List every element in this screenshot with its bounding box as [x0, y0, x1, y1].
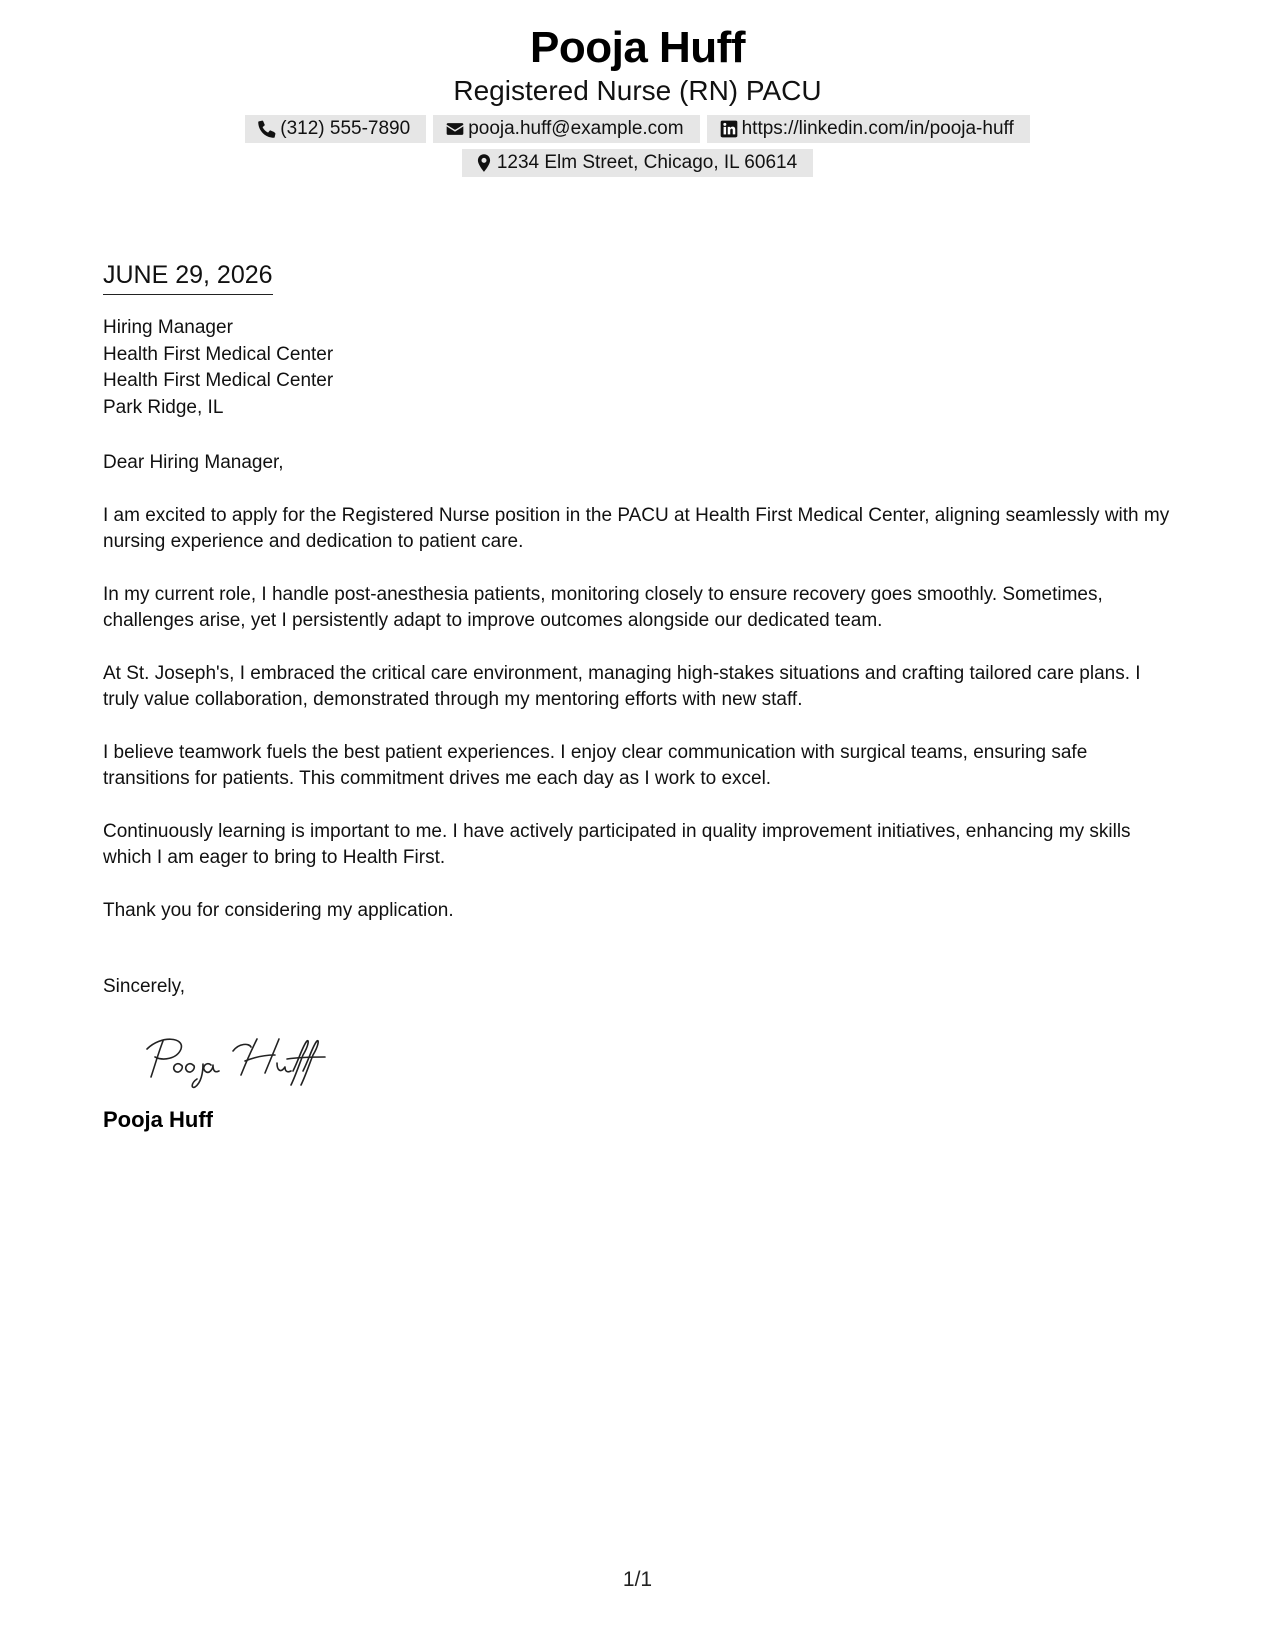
- phone-icon: [257, 119, 277, 139]
- letter-date: JUNE 29, 2026: [103, 258, 273, 295]
- email-text: pooja.huff@example.com: [468, 118, 684, 139]
- linkedin-chip[interactable]: [707, 115, 1030, 143]
- phone-chip[interactable]: [245, 115, 426, 143]
- contact-row-2: [0, 149, 1275, 177]
- phone-text: (312) 555-7890: [280, 118, 411, 139]
- signer-name: Pooja Huff: [103, 1106, 213, 1132]
- thank-you-line: Thank you for considering my application.: [103, 899, 454, 921]
- recipient-block: [103, 315, 1178, 421]
- map-pin-icon: [474, 153, 494, 173]
- closing: Sincerely,: [103, 976, 186, 997]
- recipient-line: Park Ridge, IL: [103, 396, 224, 418]
- recipient-line: Health First Medical Center: [103, 343, 334, 365]
- applicant-name: Pooja Huff: [530, 23, 745, 72]
- applicant-title: Registered Nurse (RN) PACU: [453, 75, 822, 106]
- recipient-line: Health First Medical Center: [103, 370, 334, 391]
- body-paragraph: I believe teamwork fuels the best patient experiences. I enjoy clear communication with surgical teams, ensuring safe transitions for patients. This commitment drives me each day as I work to excel.: [103, 741, 1088, 789]
- email-chip[interactable]: [433, 115, 699, 143]
- letter-header: [0, 20, 1275, 177]
- linkedin-text: https://linkedin.com/in/pooja-huff: [741, 118, 1014, 139]
- address-text: 1234 Elm Street, Chicago, IL 60614: [496, 152, 798, 173]
- body-paragraph: Continuously learning is important to me. I have actively participated in quality improvement initiatives, enhancing my skills which I am eager to bring to Health First.: [103, 820, 1131, 868]
- body-paragraph: I am excited to apply for the Registered Nurse position in the PACU at Health First Medical Center, aligning seamlessly with my nursing experience and dedication to patient care.: [103, 504, 1170, 552]
- page-number: 1/1: [622, 1568, 653, 1591]
- handwritten-signature: [137, 1031, 337, 1089]
- linkedin-icon: [719, 119, 739, 139]
- address-chip[interactable]: [462, 149, 813, 177]
- letter-body: [103, 258, 1178, 1134]
- salutation: Dear Hiring Manager,: [103, 452, 284, 473]
- contact-row-1: [0, 115, 1275, 143]
- recipient-line: Hiring Manager: [103, 317, 233, 338]
- body-paragraph: At St. Joseph's, I embraced the critical care environment, managing high-stakes situations and crafting tailored care plans. I truly value collaboration, demonstrated through my mentoring efforts with new staff.: [103, 662, 1141, 710]
- body-paragraph: In my current role, I handle post-anesthesia patients, monitoring closely to ensure recovery goes smoothly. Sometimes, challenges arise, yet I persistently adapt to improve outcomes alongside our dedicated team.: [103, 583, 1103, 631]
- envelope-icon: [445, 119, 465, 139]
